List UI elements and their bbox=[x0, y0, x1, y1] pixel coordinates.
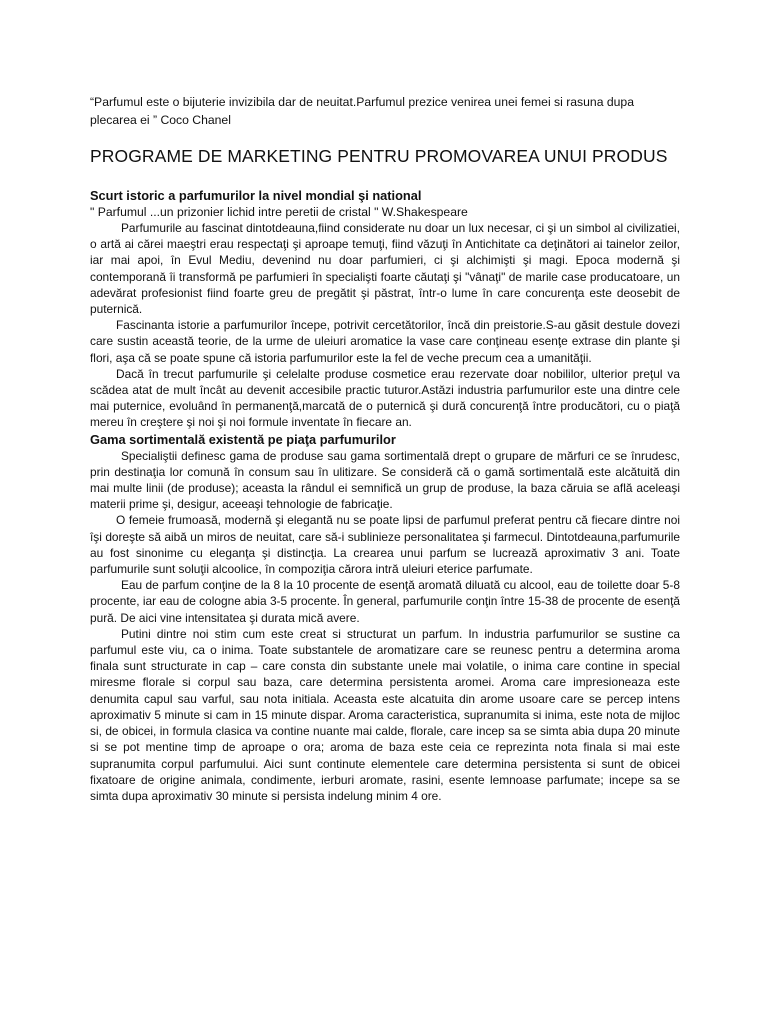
section-heading-range: Gama sortimentală existentă pe piaţa parfumurilor bbox=[90, 431, 396, 447]
paragraph: Specialiştii definesc gama de produse sau gama sortimentală drept o grupare de mărfuri ce se înrudesc, prin destinaţia lor comună în consum sau în ulitizare. Se consideră că o gamă sortimentală este alcătuită din mai multe linii (de produse); aceasta la rândul ei semnifică un grup de produse, la baza căruia se află aceleaşi materii prime şi, desigur, aceeaşi tehnologie de fabricaţie. bbox=[90, 448, 680, 512]
page-title: PROGRAME DE MARKETING PENTRU PROMOVAREA UNUI PRODUS bbox=[90, 146, 668, 166]
epigraph-quote: “Parfumul este o bijuterie invizibila dar de neuitat.Parfumul prezice venirea unei femei si rasuna dupa plecarea ei ” Coco Chanel bbox=[90, 95, 634, 127]
paragraph: O femeie frumoasă, modernă şi elegantă nu se poate lipsi de parfumul preferat pentru că fiecare dintre noi îşi doreşte să aibă un miros de neuitat, care să-i sublinieze personalitatea şi farmecul. Dintotdeauna,parfumurile au fost sinonime cu eleganţa şi distincţia. La crearea unui parfum se lucrează aproximativ 3 ani. Toate parfumurile sunt soluţii alcoolice, în compoziţia cărora intră uleiuri eterice parfumate. bbox=[90, 513, 680, 577]
paragraph: Fascinanta istorie a parfumurilor începe, potrivit cercetătorilor, încă din preistorie.S-au găsit destule dovezi care sustin această teorie, de la urme de uleiuri aromatice la vase care conţineau esenţe extrase din plante şi flori, aşa că se poate spune că istoria parfumurilor este la fel de veche precum cea a umanităţii. bbox=[90, 318, 680, 365]
paragraph: Parfumurile au fascinat dintotdeauna,fiind considerate nu doar un lux necesar, ci şi un simbol al civilizatiei, o artă ai cărei maeştri erau respectaţi şi aproape temuţi, fiind văzuţi în Antichitate ca deţinători ai tainelor zeilor, iar mai apoi, în Evul Mediu, devenind nu doar parfumieri, ci şi alchimişti şi magi. Epoca modernă şi contemporană îi transformă pe parfumieri în specialişti foarte căutaţi şi "vânaţi" de marile case producatoare, un adevărat profesionist fiind foarte greu de pregătit şi păstrat, într-o lume în care concurenţa este deosebit de puternică. bbox=[90, 221, 680, 317]
shakespeare-quote: " Parfumul ...un prizonier lichid intre peretii de cristal " W.Shakespeare bbox=[90, 205, 468, 219]
document-body bbox=[90, 94, 680, 804]
section-heading-history: Scurt istoric a parfumurilor la nivel mondial şi national bbox=[90, 188, 422, 203]
paragraph: Putini dintre noi stim cum este creat si structurat un parfum. In industria parfumurilor se sustine ca parfumul este viu, ca o inima. Toate substantele de aromatizare care se reunesc pentru a determina aroma finala sunt structurate in cap – care consta din substante unele mai volatile, o inima care contine in special miresme florale si corpul sau baza, care determina persistenta aromei. Aroma care impresioneaza este denumita capul sau varful, sau nota initiala. Aceasta este alcatuita din arome usoare care se percep intens aproximativ 5 minute si cam in 15 minute dispar. Aroma caracteristica, supranumita si inima, este nota de mijloc si, de obicei, in formula clasica va contine nuante mai calde, florale, care incep sa se simta abia dupa 20 minute si se pot mentine timp de aproape o ora; aroma de baza este ceia ce reprezinta nota finala si mai este supranumita corpul parfumului. Aici sunt continute elementele care determina persistenta si sunt de obicei fixatoare de origine animala, condimente, ierburi aromate, rasini, esente lemnoase parfumate; incepe sa se simta dupa aproximativ 30 minute si persista indelung minim 4 ore. bbox=[90, 626, 680, 803]
paragraph: Eau de parfum conţine de la 8 la 10 procente de esenţă aromată diluată cu alcool, eau de toilette doar 5-8 procente, iar eau de cologne abia 3-5 procente. În general, parfumurile conţin între 15-38 de procente de esenţă pură. De aici vine intensitatea şi durata mică avere. bbox=[90, 578, 680, 625]
paragraph: Dacă în trecut parfumurile şi celelalte produse cosmetice erau rezervate doar nobililor, ulterior preţul va scădea atat de mult încât au devenit accesibile practic tuturor.Astăzi industria parfumurilor este una dintre cele mai puternice, evoluând în permanenţă,marcată de o puternică şi dură concurenţă între producători, cu o piaţă mereu în creştere şi noi şi noi formule inventate în fiecare an. bbox=[90, 366, 680, 430]
